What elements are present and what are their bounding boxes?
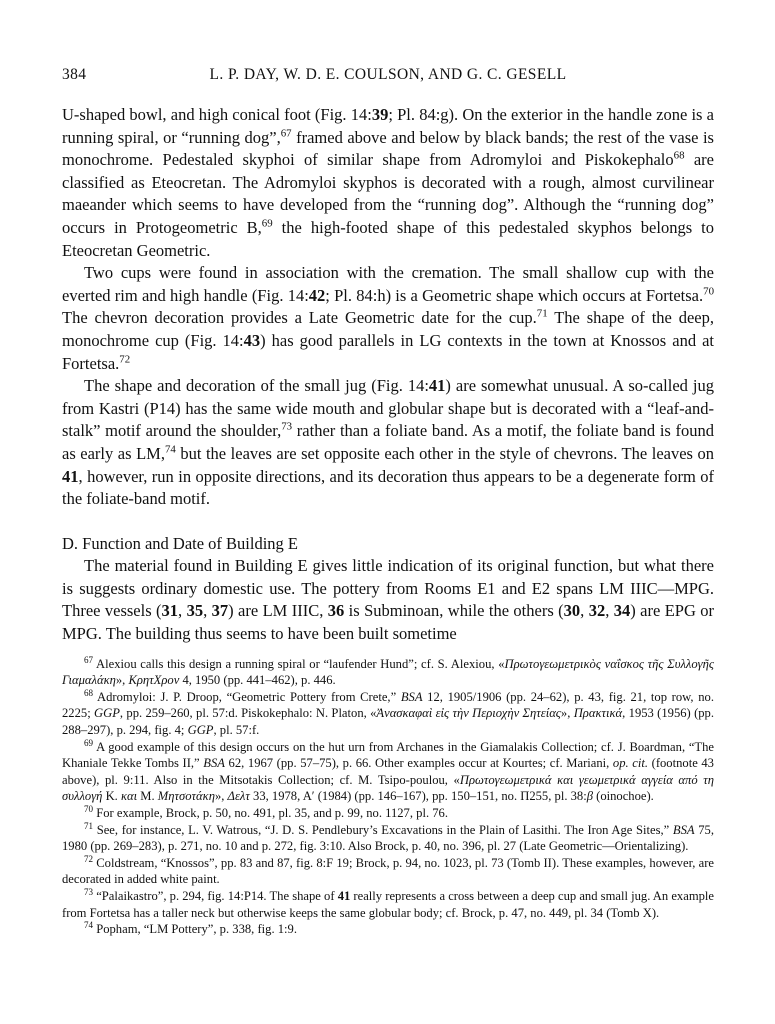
text-run: really represents a cross between a deep cup and small jug. An example from Fortetsa has a taller neck but otherwise keeps the same globular body; cf. Brock, p. 47, no. 449, pl. 34 (Tomb X).: [62, 888, 714, 920]
paragraph: [62, 104, 714, 262]
italic-text: Ἀνασκαφαὶ εἰς τὴν Περιοχὴν Σητείας: [376, 706, 561, 721]
italic-text: Δελτ: [227, 789, 250, 804]
text-run: rather than a foliate band. As a motif, the foliate band is found as early as LM,: [62, 421, 715, 463]
catalog-number: 41: [337, 888, 351, 903]
text-run: 62, 1967 (pp. 57–75), p. 66. Other examples occur at Kourtes; cf. Mariani,: [224, 756, 613, 771]
text-run: Two cups were found in association with the cremation. The small shallow cup with the everted rim and high handle (Fig. 14:: [62, 263, 714, 305]
text-run: »,: [560, 706, 574, 721]
text-run: ,: [605, 601, 614, 621]
text-run: A good example of this design occurs on the hut urn from Archanes in the Giamalakis Collection; cf. J. Boardman, “The Khaniale Tekke Tombs II,”: [62, 739, 714, 771]
text-run: Κ.: [102, 789, 121, 804]
footnote-ref: 69: [84, 737, 94, 748]
catalog-number: 39: [371, 105, 389, 124]
body-text: [62, 104, 714, 511]
catalog-number: 37: [211, 601, 229, 621]
catalog-number: 35: [186, 601, 204, 621]
text-run: but the leaves are set opposite each other in the style of chevrons. The leaves on: [175, 443, 714, 463]
text-run: framed above and below by black bands; the rest of the vase is monochrome. Pedestaled skyphoi of similar shape from Adromyloi and Piskokephalo: [62, 127, 714, 170]
text-run: (footnote 43 above), pl. 9:11. Also in the Mitsotakis Collection; cf. M. Tsipo-poulou, «: [62, 756, 714, 787]
text-run: For example, Brock, p. 50, no. 491, pl. 35, and p. 99, no. 1127, pl. 76.: [93, 806, 448, 820]
paragraph: [62, 375, 714, 511]
text-run: 4, 1950 (pp. 441–462), p. 446.: [179, 673, 336, 688]
footnote-ref: 74: [164, 443, 176, 456]
text-run: 12, 1905/1906 (pp. 24–62), p. 43, fig. 21, top row, no. 2225;: [62, 689, 714, 721]
text-run: ) are somewhat unusual. A so-called jug from Kastri (P14) has the same wide mouth and globular shape but is decorated with a “leaf-and-stalk” motif around the shoulder,: [62, 376, 714, 441]
text-run: (oinochoe).: [592, 789, 654, 804]
catalog-number: 32: [588, 601, 606, 621]
section-body: [62, 555, 714, 645]
catalog-number: 36: [327, 601, 345, 621]
footnote-ref: 71: [84, 820, 94, 831]
text-run: Popham, “LM Pottery”, p. 338, fig. 1:9.: [93, 922, 297, 937]
footnote-ref: 73: [84, 886, 94, 897]
footnote-ref: 72: [84, 853, 94, 864]
text-run: Μ.: [137, 789, 158, 804]
italic-text: και: [120, 789, 138, 804]
footnote-ref: 67: [280, 127, 292, 140]
italic-text: Πρακτικά: [573, 706, 623, 721]
footnote: [62, 822, 714, 855]
text-run: 75, 1980 (pp. 269–283), p. 271, no. 10 and p. 272, fig. 3:10. Also Brock, p. 40, no. 396, pl. 27 (Late Geometric—Orientalizing).: [62, 822, 715, 854]
page-number: 384: [62, 66, 87, 83]
footnote-ref: 70: [84, 803, 94, 814]
text-run: ; Pl. 84:g). On the exterior in the handle zone is a running spiral, or “running dog”,: [62, 105, 714, 147]
italic-text: Πρωτογεωμετρικά και γεωμετρικά αγγεία από τη συλλογή: [62, 772, 714, 804]
text-run: See, for instance, L. V. Watrous, “J. D. S. Pendlebury’s Excavations in the Plain of Lasithi. The Iron Age Sites,”: [93, 822, 673, 837]
footnote: [62, 805, 714, 822]
text-run: »,: [214, 789, 228, 804]
footnote-ref: 69: [261, 217, 273, 230]
footnote-ref: 72: [119, 353, 131, 366]
text-run: ,: [178, 601, 187, 621]
italic-text: β: [586, 789, 593, 804]
footnote: [62, 689, 714, 739]
text-run: 33, 1978, Αʹ (1984) (pp. 146–167), pp. 150–151, no. Π255, pl. 38:: [249, 789, 587, 804]
text-run: , however, run in opposite directions, and its decoration thus appears to be a degenerate form of the foliate-band motif.: [62, 466, 714, 509]
footnote-ref: 74: [84, 919, 94, 930]
text-run: Adromyloi: J. P. Droop, “Geometric Pottery from Crete,”: [93, 689, 401, 704]
text-run: The shape and decoration of the small jug (Fig. 14:: [84, 376, 429, 396]
catalog-number: 43: [243, 330, 261, 350]
text-run: ,: [203, 601, 212, 621]
footnote: [62, 921, 714, 938]
italic-text: GGP: [187, 723, 214, 738]
text-run: Alexiou calls this design a running spiral or “laufender Hund”; cf. S. Alexiou, «: [93, 656, 505, 671]
italic-text: GGP: [94, 706, 120, 721]
italic-text: Πρωτογεωμετρικὸς ναΐσκος τῆς Συλλογῆς Γιαμαλάκη: [62, 656, 715, 688]
text-run: is Subminoan, while the others (: [344, 601, 564, 621]
paragraph: [62, 262, 714, 375]
italic-text: Μητσοτάκη: [157, 789, 215, 804]
section-heading: D. Function and Date of Building E: [62, 533, 299, 553]
page: [62, 66, 714, 938]
footnotes: [62, 656, 714, 938]
text-run: the high-footed shape of this pedestaled skyphos belongs to Eteocretan Geometric.: [62, 217, 714, 260]
text-run: , pl. 57:f.: [213, 723, 260, 738]
footnote: [62, 855, 714, 888]
text-run: , 1953 (1956) (pp. 288–297), p. 294, fig. 4;: [62, 706, 715, 738]
page-header: [62, 66, 714, 88]
footnote-ref: 70: [703, 285, 714, 298]
catalog-number: 41: [62, 466, 79, 486]
text-run: »,: [115, 673, 129, 688]
text-run: The chevron decoration provides a Late Geometric date for the cup.: [62, 308, 537, 328]
catalog-number: 41: [428, 376, 446, 396]
footnote-ref: 68: [84, 687, 94, 698]
text-run: The material found in Building E gives little indication of its original function, but what there is suggests ordinary domestic use. The pottery from Rooms E1 and E2 spans LM IIIC—MPG. Three vessels (: [62, 556, 714, 621]
catalog-number: 30: [563, 601, 581, 621]
paragraph: [62, 555, 714, 645]
footnote: [62, 888, 714, 921]
text-run: ; Pl. 84:h) is a Geometric shape which occurs at Fortetsa.: [325, 285, 704, 305]
text-run: ) are EPG or MPG. The building thus seems to have been built sometime: [62, 601, 715, 644]
text-run: ) are LM IIIC,: [228, 601, 328, 621]
italic-text: ΚρητΧρον: [128, 673, 180, 688]
text-run: , pp. 259–260, pl. 57:d. Piskokephalo: N. Platon, «: [119, 706, 377, 721]
footnote-ref: 67: [84, 654, 94, 665]
text-run: Coldstream, “Knossos”, pp. 83 and 87, fig. 8:F 19; Brock, p. 94, no. 1023, pl. 73 (Tomb II). These examples, however, are decorated in added white paint.: [62, 855, 714, 887]
footnote-ref: 68: [673, 149, 685, 162]
text-run: are classified as Eteocretan. The Adromyloi skyphos is decorated with a rough, almost curvilinear maeander which seems to have developed from the “running dog”. Although the “running dog” occurs in Protogeometric B,: [62, 150, 714, 237]
italic-text: BSA: [203, 756, 225, 771]
italic-text: BSA: [672, 822, 695, 837]
running-head: L. P. DAY, W. D. E. COULSON, AND G. C. GESELL: [209, 66, 567, 83]
footnote: [62, 739, 714, 805]
footnote: [62, 656, 714, 689]
text-run: ,: [580, 601, 589, 621]
catalog-number: 34: [613, 601, 631, 621]
italic-text: op. cit.: [612, 756, 649, 771]
text-run: U-shaped bowl, and high conical foot (Fig. 14:: [62, 105, 372, 124]
footnote-ref: 73: [281, 420, 293, 433]
text-run: ) has good parallels in LG contexts in the town at Knossos and at Fortetsa.: [62, 330, 714, 373]
text-run: The shape of the deep, monochrome cup (Fig. 14:: [62, 308, 714, 350]
text-run: “Palaikastro”, p. 294, fig. 14:P14. The shape of: [93, 888, 338, 903]
catalog-number: 31: [161, 601, 179, 621]
italic-text: BSA: [400, 689, 423, 704]
catalog-number: 42: [308, 285, 326, 305]
footnote-ref: 71: [536, 307, 548, 320]
